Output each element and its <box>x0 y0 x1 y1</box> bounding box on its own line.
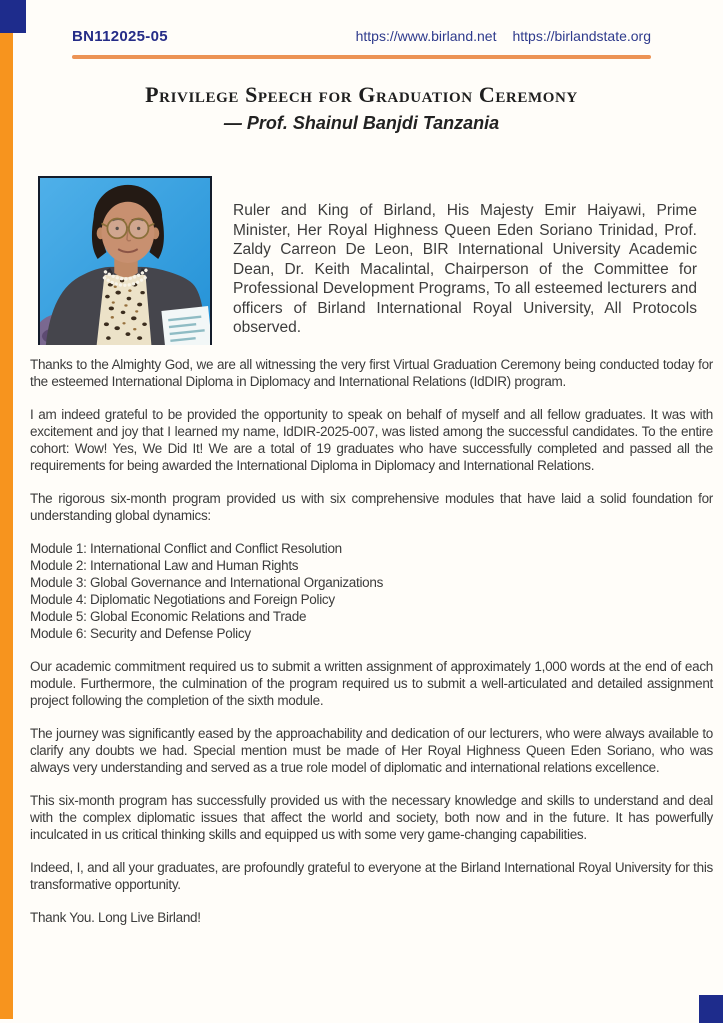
website-link-secondary[interactable]: https://birlandstate.org <box>512 28 651 44</box>
document-number: BN112025-05 <box>72 28 168 45</box>
left-accent-bar <box>0 33 13 1019</box>
module-item-6: Module 6: Security and Defense Policy <box>30 626 251 641</box>
speech-paragraph-1: Thanks to the Almighty God, we are all witnessing the very first Virtual Graduation Ceremony being conducted today for the esteemed International Diploma in Diplomacy and International Relations (IdDIR) program. <box>30 357 713 389</box>
portrait-photo-illustration <box>40 178 210 345</box>
speech-paragraph-3: The rigorous six-month program provided us with six comprehensive modules that have laid a solid foundation for understanding global dynamics: <box>30 491 713 523</box>
module-item-5: Module 5: Global Economic Relations and Trade <box>30 609 307 624</box>
header-divider <box>72 55 651 59</box>
speech-paragraph-6: This six-month program has successfully provided us with the necessary knowledge and skills to understand and deal with the complex diplomatic issues that affect the world and society, both now and in the future. It has powerfully inculcated in us critical thinking skills and equipped us with some very game-changing capabilities. <box>30 793 713 842</box>
module-item-1: Module 1: International Conflict and Conflict Resolution <box>30 541 342 556</box>
speech-paragraph-4: Our academic commitment required us to submit a written assignment of approximately 1,000 words at the end of each module. Furthermore, the culmination of the program required us to submit a well-articulated and detailed assignment project following the completion of the sixth module. <box>30 659 713 708</box>
corner-accent-top-left <box>0 0 26 33</box>
corner-accent-bottom-right <box>699 995 723 1023</box>
speaker-photo <box>38 176 212 345</box>
module-item-2: Module 2: International Law and Human Rights <box>30 558 299 573</box>
header <box>72 28 651 45</box>
module-item-4: Module 4: Diplomatic Negotiations and Foreign Policy <box>30 592 335 607</box>
salutation-paragraph: Ruler and King of Birland, His Majesty Emir Haiyawi, Prime Minister, Her Royal Highness Queen Eden Soriano Trinidad, Prof. Zaldy Carreon De Leon, BIR International University Academic Dean, Dr. Keith Macalintal, Chairperson of the Committee for Professional Development Programs, To all esteemed lecturers and officers of Birland International Royal University, All Protocols observed. <box>233 202 697 336</box>
page-subtitle: — Prof. Shainul Banjdi Tanzania <box>223 113 500 133</box>
speech-paragraph-2: I am indeed grateful to be provided the opportunity to speak on behalf of myself and all fellow graduates. It was with excitement and joy that I learned my name, IdDIR-2025-007, was listed among the successful candidates. To the entire cohort: Wow! Yes, We Did It! We are a total of 19 graduates who have successfully completed and passed all the requirements for being awarded the International Diploma in Diplomacy and International Relations. <box>30 407 713 473</box>
speech-paragraph-5: The journey was significantly eased by the approachability and dedication of our lecturers, who were always available to clarify any doubts we had. Special mention must be made of Her Royal Highness Queen Eden Soriano, who was always very understanding and served as a true role model of diplomatic and international relations excellence. <box>30 726 713 775</box>
page-title: Privilege Speech for Graduation Ceremony <box>145 82 578 107</box>
speech-body <box>30 356 713 942</box>
header-links <box>356 28 651 44</box>
website-link-primary[interactable]: https://www.birland.net <box>355 28 497 44</box>
module-list <box>30 540 713 642</box>
module-item-3: Module 3: Global Governance and International Organizations <box>30 575 384 590</box>
closing-line: Thank You. Long Live Birland! <box>30 910 201 925</box>
speech-paragraph-7: Indeed, I, and all your graduates, are profoundly grateful to everyone at the Birland International Royal University for this transformative opportunity. <box>30 860 713 892</box>
portrait-name-badge <box>161 306 210 345</box>
